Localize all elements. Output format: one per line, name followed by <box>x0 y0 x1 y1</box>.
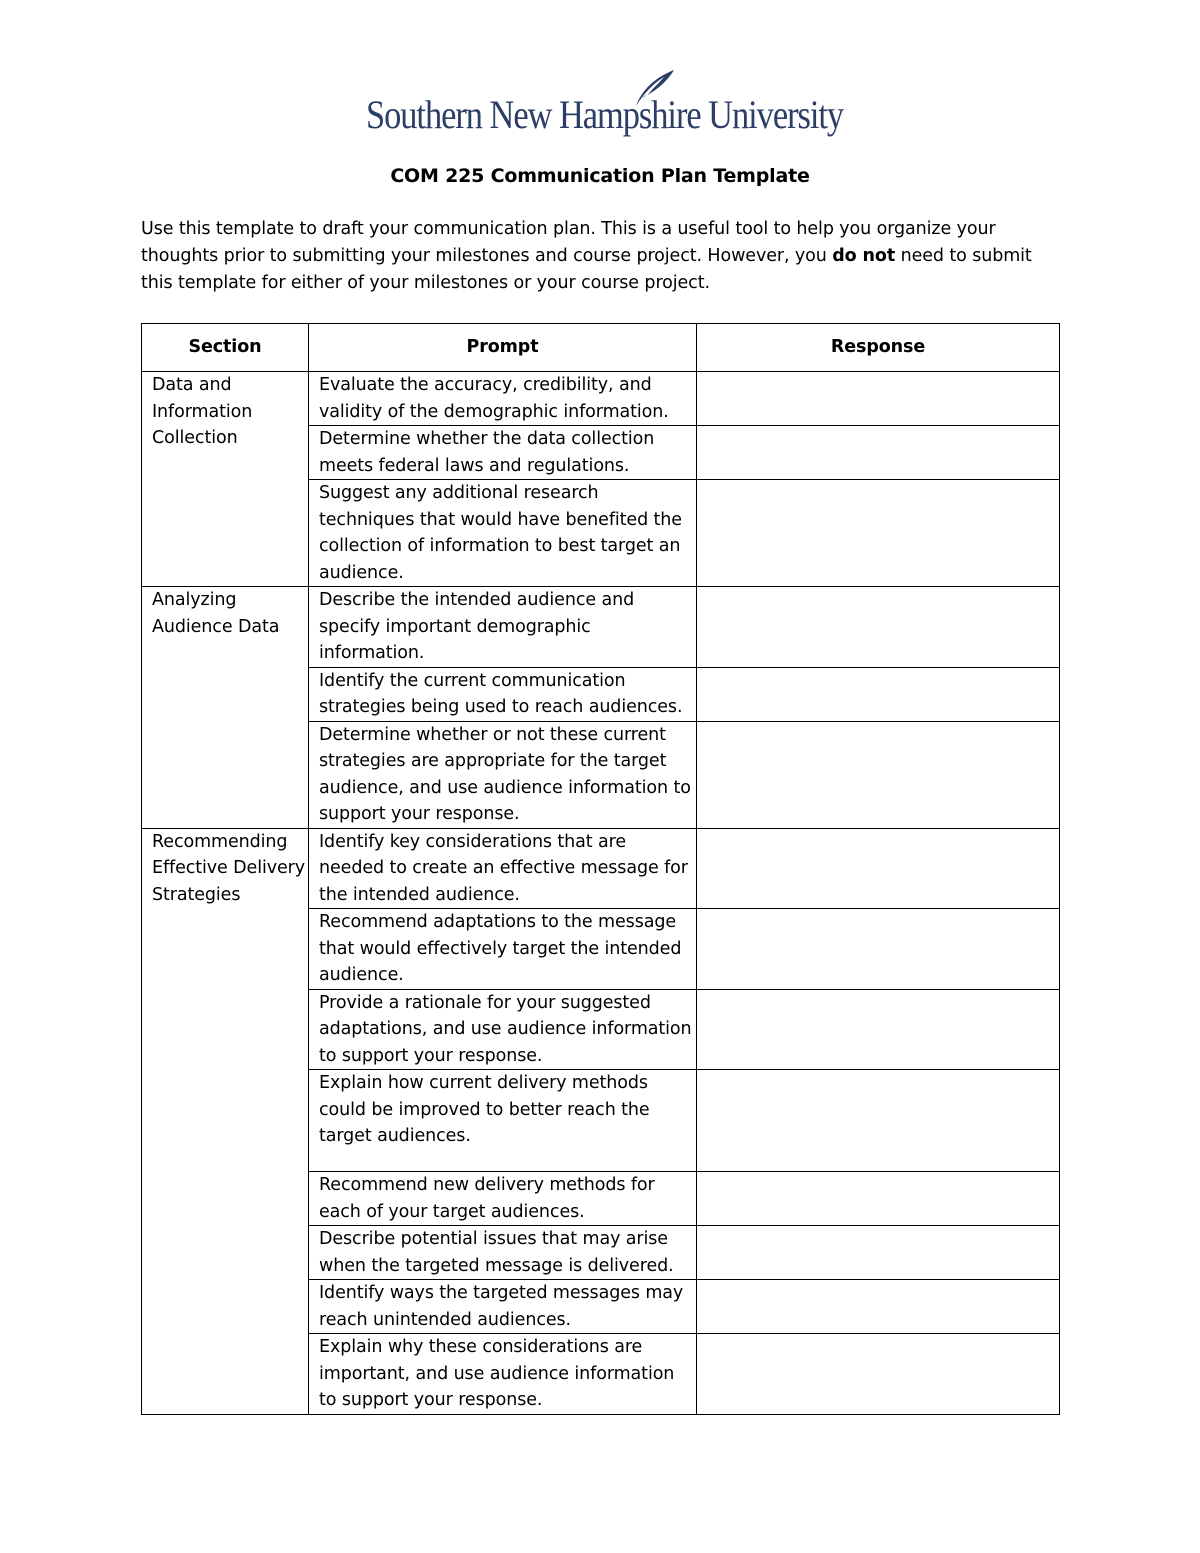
prompt-cell: Identify the current communication strategies being used to reach audiences. <box>309 667 697 721</box>
response-cell[interactable] <box>697 372 1060 426</box>
response-cell[interactable] <box>697 1334 1060 1415</box>
prompt-cell: Identify key considerations that are needed to create an effective message for the intended audience. <box>309 828 697 909</box>
prompt-cell: Determine whether or not these current strategies are appropriate for the target audience, and use audience information to support your response. <box>309 721 697 828</box>
section-data-collection: Data and Information Collection <box>142 372 309 587</box>
prompt-cell: Provide a rationale for your suggested adaptations, and use audience information to support your response. <box>309 989 697 1070</box>
prompt-cell: Evaluate the accuracy, credibility, and validity of the demographic information. <box>309 372 697 426</box>
table-row <box>142 372 1060 426</box>
response-cell[interactable] <box>697 1070 1060 1172</box>
table-row <box>142 828 1060 909</box>
response-cell[interactable] <box>697 721 1060 828</box>
response-cell[interactable] <box>697 667 1060 721</box>
prompt-cell: Describe potential issues that may arise when the targeted message is delivered. <box>309 1226 697 1280</box>
prompt-cell: Determine whether the data collection meets federal laws and regulations. <box>309 426 697 480</box>
intro-text-end: need to submit this template for either of your milestones or your course project. <box>141 246 1032 293</box>
document-title: COM 225 Communication Plan Template <box>390 165 810 187</box>
university-logo <box>366 68 844 144</box>
column-header-response: Response <box>697 324 1060 372</box>
response-cell[interactable] <box>697 989 1060 1070</box>
response-cell[interactable] <box>697 909 1060 990</box>
intro-emphasis: do not <box>832 246 896 266</box>
university-name: Southern New Hampshire University <box>366 92 844 137</box>
prompt-cell: Recommend new delivery methods for each of your target audiences. <box>309 1172 697 1226</box>
prompt-cell: Identify ways the targeted messages may reach unintended audiences. <box>309 1280 697 1334</box>
response-cell[interactable] <box>697 480 1060 587</box>
response-cell[interactable] <box>697 426 1060 480</box>
response-cell[interactable] <box>697 1226 1060 1280</box>
table-row <box>142 587 1060 668</box>
response-cell[interactable] <box>697 1172 1060 1226</box>
response-cell[interactable] <box>697 828 1060 909</box>
communication-plan-table <box>141 323 1060 1415</box>
prompt-cell: Explain why these considerations are important, and use audience information to support your response. <box>309 1334 697 1415</box>
prompt-cell: Describe the intended audience and specify important demographic information. <box>309 587 697 668</box>
feather-icon <box>628 68 678 108</box>
column-header-section: Section <box>142 324 309 372</box>
intro-text-start: Use this template to draft your communication plan. This is a useful tool to help you organize your thoughts prior to submitting your milestones and course project. However, you <box>141 219 996 266</box>
section-analyzing-audience: Analyzing Audience Data <box>142 587 309 829</box>
prompt-cell: Explain how current delivery methods could be improved to better reach the target audiences. <box>309 1070 697 1172</box>
prompt-cell: Recommend adaptations to the message that would effectively target the intended audience. <box>309 909 697 990</box>
response-cell[interactable] <box>697 587 1060 668</box>
column-header-prompt: Prompt <box>309 324 697 372</box>
response-cell[interactable] <box>697 1280 1060 1334</box>
prompt-cell: Suggest any additional research techniques that would have benefited the collection of information to best target an audience. <box>309 480 697 587</box>
table-header-row <box>142 324 1060 372</box>
intro-paragraph <box>141 216 1061 297</box>
section-delivery-strategies: Recommending Effective Delivery Strategies <box>142 828 309 1414</box>
